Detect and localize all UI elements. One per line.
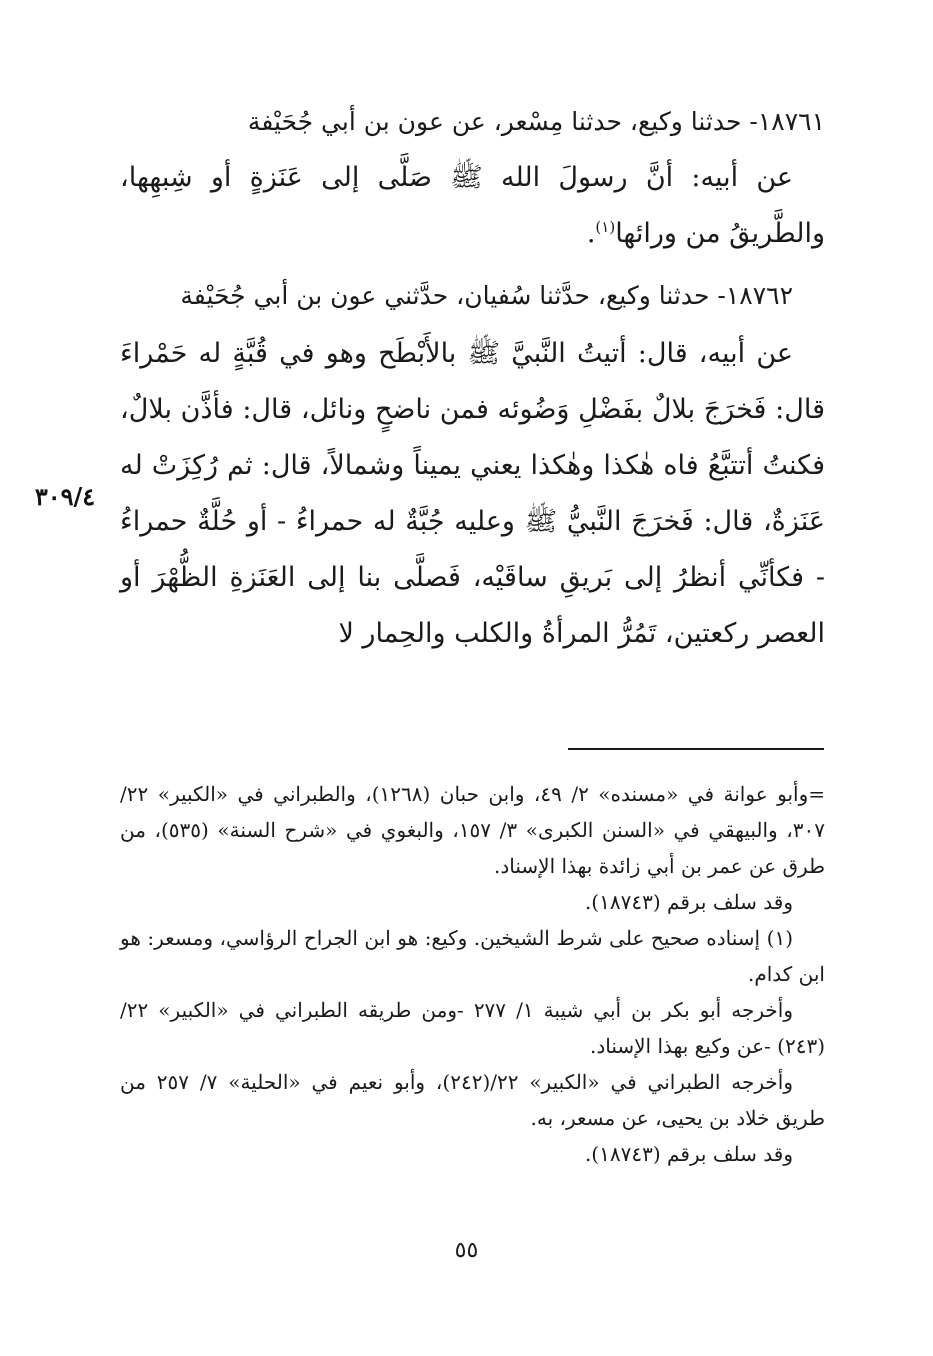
hadith-18761-text: عن أبيه: أنَّ رسولَ الله ﷺ صَلَّى إلى عَنَزةٍ أو شِبهِها، والطَّريقُ من ورائها — [120, 162, 825, 249]
footnote-marker-1[interactable]: (١) — [595, 218, 616, 236]
hadith-18761-end: . — [586, 218, 596, 249]
footnote-1-takhrij-a: وأخرجه أبو بكر بن أبي شيبة ١/ ٢٧٧ -ومن طريقه الطبراني في «الكبير» ٢٢/ (٢٤٣) -عن وكيع بهذا الإسناد. — [120, 998, 825, 1058]
page-number: ٥٥ — [454, 1238, 479, 1263]
hadith-18762-body: عن أبيه، قال: أتيتُ النَّبيَّ ﷺ بالأَبْطَح وهو في قُبَّةٍ له حَمْراءَ قال: فَخرَجَ بلالٌ بفَضْلِ وَضُوئه فمن ناضحٍ ونائل، قال: فأذَّن بلالٌ، فكنتُ أتتبَّعُ فاه هٰكذا وهٰكذا يعني يميناً وشمالاً، قال: ثم رُكِزَتْ له عَنَزةٌ، قال: فَخرَجَ النَّبيُّ ﷺ وعليه جُبَّةٌ له حمراءُ - أو حُلَّةٌ حمراءُ - فكأنِّي أنظرُ إلى بَريقِ ساقَيْه، فَصلَّى بنا إلى العَنَزةِ الظُّهْرَ أو العصر ركعتين، تَمُرُّ المرأةُ والكلب والحِمار لا — [120, 338, 825, 649]
footnote-1-isnad: (١) إسناده صحيح على شرط الشيخين. وكيع: هو ابن الجراح الرؤاسي، ومسعر: هو ابن كدام. — [120, 926, 825, 986]
footnote-1-takhrij-b: وأخرجه الطبراني في «الكبير» ٢٢/(٢٤٢)، وأبو نعيم في «الحلية» ٧/ ٢٥٧ من طريق خلاد بن يحيى، عن مسعر، به. — [120, 1070, 825, 1130]
main-text-block — [120, 98, 825, 662]
hadith-18761-header: ١٨٧٦١- حدثنا وكيع، حدثنا مِسْعر، عن عون بن أبي جُحَيْفة — [247, 107, 825, 136]
margin-volume-reference: ٣٠٩/٤ — [34, 482, 96, 511]
footnote-continuation: =وأبو عوانة في «مسنده» ٢/ ٤٩، وابن حبان (١٢٦٨)، والطبراني في «الكبير» ٢٢/ ٣٠٧، والبيهقي في «السنن الكبرى» ٣/ ١٥٧، والبغوي في «شرح السنة» (٥٣٥)، من طرق عن عمر بن أبي زائدة بهذا الإسناد. — [120, 782, 825, 878]
footnote-separator — [568, 748, 824, 750]
hadith-18762-header: ١٨٧٦٢- حدثنا وكيع، حدَّثنا سُفيان، حدَّثني عون بن أبي جُحَيْفة — [180, 281, 793, 310]
footnotes-block — [120, 776, 825, 1172]
footnote-1-cross-reference: وقد سلف برقم (١٨٧٤٣). — [584, 1142, 793, 1166]
footnote-cross-reference: وقد سلف برقم (١٨٧٤٣). — [584, 890, 793, 914]
hadith-18761-body — [120, 150, 825, 262]
